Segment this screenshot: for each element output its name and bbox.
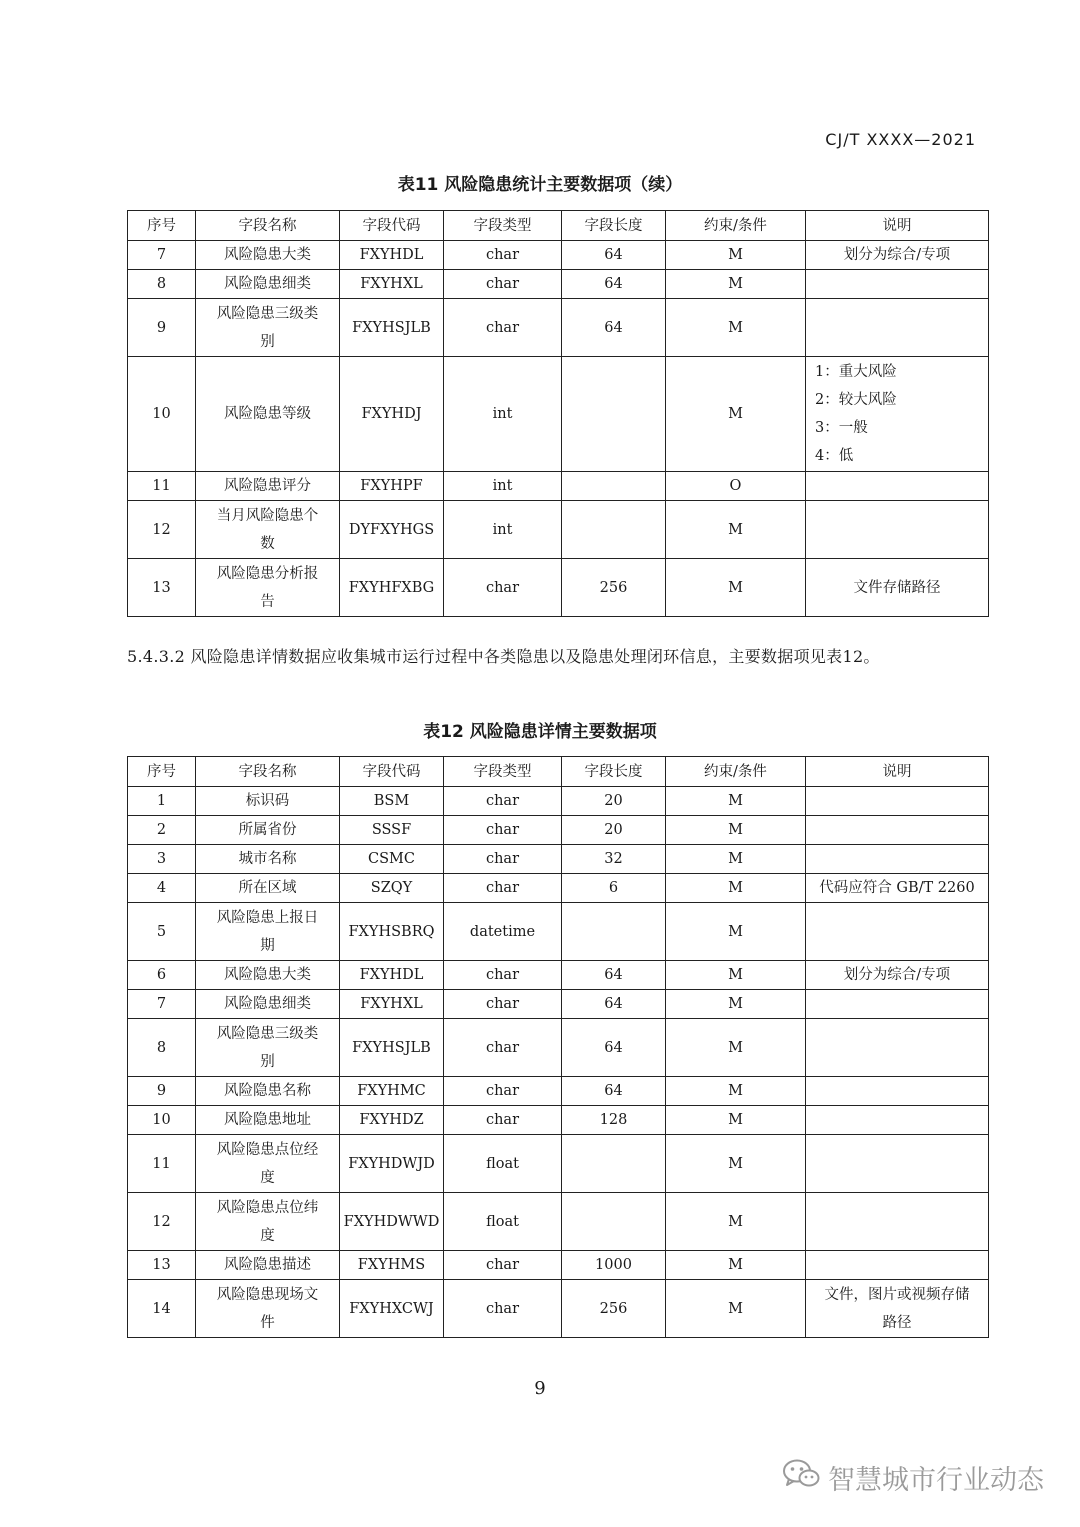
cell-constraint: M (666, 299, 806, 357)
header-cell: 说明 (806, 211, 989, 241)
cell-constraint: M (666, 961, 806, 990)
cell-code: FXYHXL (340, 270, 444, 299)
cell-no: 10 (128, 1106, 196, 1135)
cell-code: FXYHMS (340, 1251, 444, 1280)
cell-note (806, 1193, 989, 1251)
header-cell: 字段名称 (196, 211, 340, 241)
cell-length: 64 (562, 299, 666, 357)
cell-type: char (444, 816, 562, 845)
cell-code: SZQY (340, 874, 444, 903)
cell-type: char (444, 270, 562, 299)
cell-length: 6 (562, 874, 666, 903)
cell-length: 20 (562, 816, 666, 845)
cell-length (562, 501, 666, 559)
watermark-text: 智慧城市行业动态 (828, 1465, 1044, 1496)
table11-header-row (128, 211, 989, 241)
name-line: 度 (260, 1227, 275, 1244)
cell-name (196, 1280, 340, 1338)
cell-name (196, 1019, 340, 1077)
cell-length: 32 (562, 845, 666, 874)
cell-name: 所在区域 (196, 874, 340, 903)
cell-length: 64 (562, 1019, 666, 1077)
cell-type: char (444, 961, 562, 990)
cell-code: FXYHSJLB (340, 1019, 444, 1077)
cell-length: 64 (562, 990, 666, 1019)
cell-code: DYFXYHGS (340, 501, 444, 559)
table-row (128, 241, 989, 270)
cell-code: FXYHMC (340, 1077, 444, 1106)
cell-length: 256 (562, 559, 666, 617)
table-row (128, 845, 989, 874)
cell-code: FXYHXL (340, 990, 444, 1019)
cell-note: 划分为综合/专项 (806, 961, 989, 990)
cell-type: char (444, 1106, 562, 1135)
cell-constraint: M (666, 1193, 806, 1251)
cell-no: 8 (128, 270, 196, 299)
cell-note (806, 903, 989, 961)
note-item: 2：较大风险 (815, 392, 897, 408)
cell-no: 14 (128, 1280, 196, 1338)
cell-code: FXYHDWJD (340, 1135, 444, 1193)
name-line: 别 (260, 333, 275, 350)
cell-constraint: M (666, 357, 806, 472)
cell-type: char (444, 299, 562, 357)
cell-no: 1 (128, 787, 196, 816)
table-row (128, 874, 989, 903)
cell-name: 所属省份 (196, 816, 340, 845)
cell-no: 7 (128, 241, 196, 270)
cell-constraint: M (666, 241, 806, 270)
cell-note (806, 357, 989, 472)
table-row (128, 270, 989, 299)
table-row (128, 357, 989, 472)
cell-constraint: M (666, 1251, 806, 1280)
cell-name: 风险隐患细类 (196, 270, 340, 299)
table-row (128, 472, 989, 501)
cell-code: FXYHPF (340, 472, 444, 501)
cell-constraint: M (666, 559, 806, 617)
table12 (127, 756, 989, 1338)
cell-length (562, 472, 666, 501)
section-paragraph: 5.4.3.2 风险隐患详情数据应收集城市运行过程中各类隐患以及隐患处理闭环信息，主要数据项见表12。 (127, 647, 880, 666)
cell-constraint: M (666, 845, 806, 874)
cell-note (806, 1280, 989, 1338)
cell-constraint: M (666, 787, 806, 816)
cell-note (806, 501, 989, 559)
table12-title: 表12 风险隐患详情主要数据项 (423, 722, 657, 742)
wechat-icon (782, 1458, 820, 1497)
cell-length (562, 357, 666, 472)
cell-code: FXYHSJLB (340, 299, 444, 357)
cell-no: 3 (128, 845, 196, 874)
cell-code: FXYHDL (340, 241, 444, 270)
table11 (127, 210, 989, 617)
name-line: 风险隐患上报日 (216, 909, 319, 926)
cell-no: 9 (128, 299, 196, 357)
cell-no: 13 (128, 1251, 196, 1280)
cell-no: 12 (128, 501, 196, 559)
header-cell: 序号 (128, 211, 196, 241)
cell-no: 7 (128, 990, 196, 1019)
cell-constraint: M (666, 1019, 806, 1077)
cell-length: 128 (562, 1106, 666, 1135)
cell-note: 文件存储路径 (806, 559, 989, 617)
cell-length: 64 (562, 1077, 666, 1106)
cell-length: 64 (562, 270, 666, 299)
cell-note (806, 787, 989, 816)
cell-constraint: M (666, 1077, 806, 1106)
header-cell: 字段代码 (340, 757, 444, 787)
header-cell: 字段代码 (340, 211, 444, 241)
cell-note (806, 1251, 989, 1280)
cell-constraint: M (666, 1135, 806, 1193)
cell-note: 划分为综合/专项 (806, 241, 989, 270)
cell-note (806, 1106, 989, 1135)
table-row (128, 559, 989, 617)
cell-type: char (444, 1251, 562, 1280)
cell-code: FXYHDJ (340, 357, 444, 472)
note-item: 1：重大风险 (815, 364, 897, 380)
cell-type: char (444, 1280, 562, 1338)
cell-code: FXYHDZ (340, 1106, 444, 1135)
header-cell: 字段类型 (444, 757, 562, 787)
cell-note (806, 990, 989, 1019)
table-row (128, 299, 989, 357)
cell-length: 256 (562, 1280, 666, 1338)
cell-length: 20 (562, 787, 666, 816)
header-cell: 约束/条件 (666, 757, 806, 787)
cell-name (196, 299, 340, 357)
cell-type: int (444, 472, 562, 501)
table-row (128, 1280, 989, 1338)
cell-name: 风险隐患名称 (196, 1077, 340, 1106)
cell-code: FXYHXCWJ (340, 1280, 444, 1338)
cell-no: 10 (128, 357, 196, 472)
cell-name: 标识码 (196, 787, 340, 816)
cell-type: char (444, 845, 562, 874)
cell-length (562, 1135, 666, 1193)
cell-constraint: M (666, 1106, 806, 1135)
name-line: 当月风险隐患个 (216, 507, 319, 524)
table-row (128, 1193, 989, 1251)
cell-constraint: M (666, 903, 806, 961)
page-number: 9 (534, 1378, 546, 1399)
cell-no: 11 (128, 1135, 196, 1193)
header-cell: 序号 (128, 757, 196, 787)
cell-name: 风险隐患细类 (196, 990, 340, 1019)
name-line: 风险隐患点位经 (216, 1141, 319, 1158)
cell-name: 城市名称 (196, 845, 340, 874)
name-line: 风险隐患现场文 (216, 1286, 319, 1303)
cell-name: 风险隐患地址 (196, 1106, 340, 1135)
name-line: 风险隐患点位纬 (216, 1199, 319, 1216)
note-item: 3：一般 (815, 420, 868, 436)
cell-name: 风险隐患评分 (196, 472, 340, 501)
cell-code: FXYHDL (340, 961, 444, 990)
cell-code: FXYHSBRQ (340, 903, 444, 961)
cell-name (196, 903, 340, 961)
cell-note (806, 472, 989, 501)
header-cell: 字段名称 (196, 757, 340, 787)
name-line: 度 (260, 1169, 275, 1186)
cell-length (562, 903, 666, 961)
cell-note (806, 270, 989, 299)
table-row (128, 816, 989, 845)
header-cell: 说明 (806, 757, 989, 787)
cell-note (806, 299, 989, 357)
cell-length: 1000 (562, 1251, 666, 1280)
name-line: 风险隐患三级类 (216, 1025, 319, 1042)
cell-constraint: M (666, 874, 806, 903)
standard-code: CJ/T XXXX—2021 (825, 130, 976, 149)
cell-no: 9 (128, 1077, 196, 1106)
header-cell: 字段类型 (444, 211, 562, 241)
cell-note (806, 816, 989, 845)
cell-type: int (444, 357, 562, 472)
name-line: 件 (260, 1314, 275, 1331)
cell-constraint: M (666, 816, 806, 845)
table-row (128, 1106, 989, 1135)
cell-type: char (444, 1077, 562, 1106)
cell-code: FXYHDWWD (340, 1193, 444, 1251)
cell-name: 风险隐患描述 (196, 1251, 340, 1280)
cell-type: char (444, 559, 562, 617)
cell-name: 风险隐患大类 (196, 961, 340, 990)
cell-type: float (444, 1193, 562, 1251)
cell-name: 风险隐患大类 (196, 241, 340, 270)
cell-constraint: M (666, 990, 806, 1019)
cell-name (196, 501, 340, 559)
cell-note (806, 1077, 989, 1106)
cell-note (806, 1135, 989, 1193)
cell-code: SSSF (340, 816, 444, 845)
cell-constraint: M (666, 1280, 806, 1338)
cell-no: 5 (128, 903, 196, 961)
watermark (782, 1458, 1044, 1497)
note-line: 路径 (882, 1314, 912, 1331)
cell-no: 8 (128, 1019, 196, 1077)
table-row (128, 1251, 989, 1280)
cell-length: 64 (562, 961, 666, 990)
note-line: 文件，图片或视频存储 (824, 1286, 970, 1303)
cell-no: 4 (128, 874, 196, 903)
header-cell: 字段长度 (562, 757, 666, 787)
cell-name: 风险隐患等级 (196, 357, 340, 472)
cell-length: 64 (562, 241, 666, 270)
cell-type: char (444, 1019, 562, 1077)
cell-type: float (444, 1135, 562, 1193)
table-row (128, 501, 989, 559)
cell-no: 2 (128, 816, 196, 845)
cell-no: 13 (128, 559, 196, 617)
name-line: 别 (260, 1053, 275, 1070)
cell-name (196, 559, 340, 617)
cell-type: char (444, 874, 562, 903)
cell-type: datetime (444, 903, 562, 961)
cell-code: CSMC (340, 845, 444, 874)
cell-type: int (444, 501, 562, 559)
cell-type: char (444, 990, 562, 1019)
cell-constraint: M (666, 501, 806, 559)
table-row (128, 1135, 989, 1193)
name-line: 数 (260, 535, 275, 552)
cell-code: BSM (340, 787, 444, 816)
cell-no: 12 (128, 1193, 196, 1251)
cell-note (806, 845, 989, 874)
cell-type: char (444, 787, 562, 816)
cell-code: FXYHFXBG (340, 559, 444, 617)
cell-note: 代码应符合 GB/T 2260 (806, 874, 989, 903)
cell-constraint: M (666, 270, 806, 299)
table-row (128, 903, 989, 961)
header-cell: 约束/条件 (666, 211, 806, 241)
table11-title: 表11 风险隐患统计主要数据项（续） (397, 175, 683, 195)
cell-name (196, 1193, 340, 1251)
name-line: 风险隐患分析报 (216, 565, 319, 582)
table-row (128, 1019, 989, 1077)
table12-header-row (128, 757, 989, 787)
header-cell: 字段长度 (562, 211, 666, 241)
note-item: 4：低 (815, 448, 854, 464)
name-line: 告 (260, 593, 275, 610)
cell-no: 6 (128, 961, 196, 990)
name-line: 风险隐患三级类 (216, 305, 319, 322)
cell-length (562, 1193, 666, 1251)
cell-constraint: O (666, 472, 806, 501)
table-row (128, 961, 989, 990)
name-line: 期 (260, 937, 275, 954)
cell-note (806, 1019, 989, 1077)
cell-name (196, 1135, 340, 1193)
table-row (128, 990, 989, 1019)
table-row (128, 787, 989, 816)
table-row (128, 1077, 989, 1106)
cell-no: 11 (128, 472, 196, 501)
cell-type: char (444, 241, 562, 270)
